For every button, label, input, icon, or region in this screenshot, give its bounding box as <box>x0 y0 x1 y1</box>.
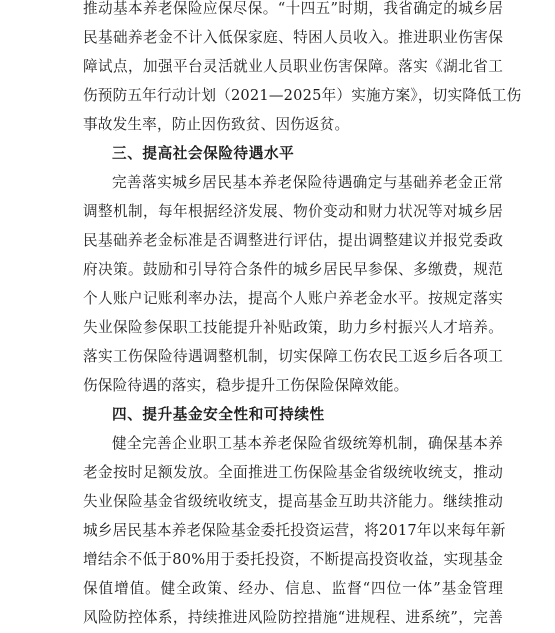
paragraph-line: 障试点，加强平台灵活就业人员职业伤害保障。落实《湖北省工 <box>83 58 503 75</box>
section-heading: 四、提升基金安全性和可持续性 <box>112 406 325 423</box>
paragraph-line: 民基础养老金不计入低保家庭、特困人员收入。推进职业伤害保 <box>83 29 503 46</box>
paragraph-line: 事故发生率，防止因伤致贫、因伤返贫。 <box>83 116 350 133</box>
paragraph-line: 失业保险基金省级统收统支，提高基金互助共济能力。继续推动 <box>83 493 503 510</box>
paragraph-line: 落实工伤保险待遇调整机制，切实保障工伤农民工返乡后各项工 <box>83 348 503 365</box>
paragraph-line: 民基础养老金标准是否调整进行评估，提出调整建议并报党委政 <box>83 232 503 249</box>
paragraph-line: 城乡居民基本养老保险基金委托投资运营，将2017年以来每年新 <box>83 522 506 539</box>
paragraph-line: 伤保险待遇的落实，稳步提升工伤保险保障效能。 <box>83 377 409 394</box>
paragraph-line: 健全完善企业职工基本养老保险省级统筹机制，确保基本养 <box>112 435 503 452</box>
paragraph-line: 府决策。鼓励和引导符合条件的城乡居民早参保、多缴费，规范 <box>83 261 503 278</box>
section-heading: 三、提高社会保险待遇水平 <box>112 145 295 162</box>
paragraph-line: 老金按时足额发放。全面推进工伤保险基金省级统收统支，推动 <box>83 464 503 481</box>
paragraph-line: 增结余不低于80%用于委托投资，不断提高投资收益，实现基金 <box>83 551 503 568</box>
paragraph-line: 保值增值。健全政策、经办、信息、监督“四位一体”基金管理 <box>83 580 503 597</box>
paragraph-line: 个人账户记账利率办法，提高个人账户养老金水平。按规定落实 <box>83 290 503 307</box>
paragraph-line: 失业保险参保职工技能提升补贴政策，助力乡村振兴人才培养。 <box>83 319 503 336</box>
paragraph-line: 调整机制，每年根据经济发展、物价变动和财力状况等对城乡居 <box>83 203 503 220</box>
paragraph-line: 推动基本养老保险应保尽保。“十四五”时期，我省确定的城乡居 <box>83 0 503 17</box>
paragraph-line: 风险防控体系，持续推进风险防控措施“进规程、进系统”，完善 <box>83 609 503 626</box>
paragraph-line: 伤预防五年行动计划（2021—2025年）实施方案》，切实降低工伤 <box>83 87 522 104</box>
paragraph-line: 完善落实城乡居民基本养老保险待遇确定与基础养老金正常 <box>112 174 503 191</box>
